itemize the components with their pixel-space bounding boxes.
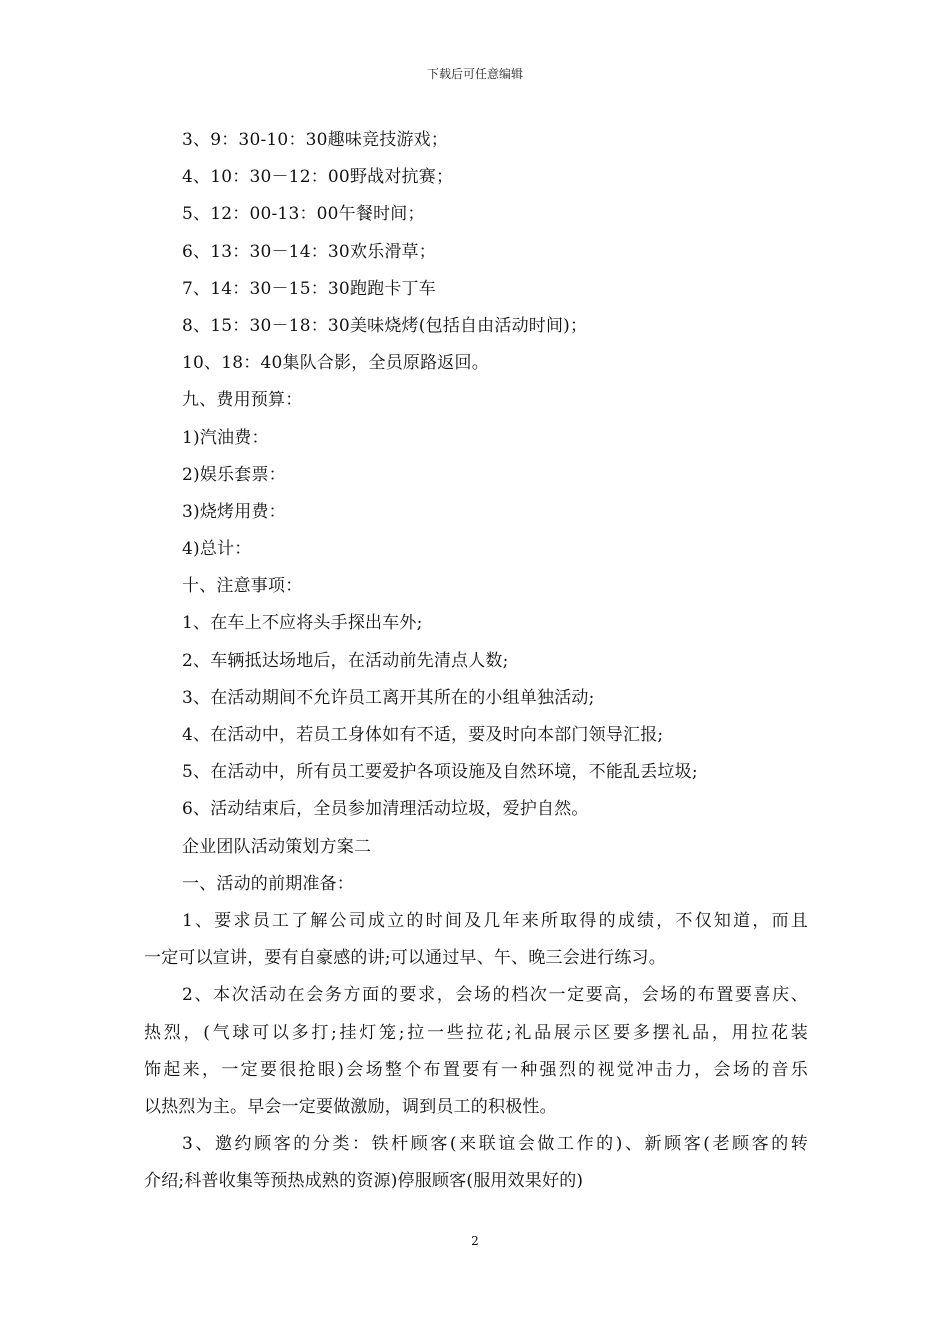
paragraph-line: 1、要求员工了解公司成立的时间及几年来所取得的成绩，不仅知道，而且 <box>182 910 808 931</box>
paragraph-line: 2、车辆抵达场地后，在活动前先清点人数; <box>182 650 509 671</box>
paragraph-line: 4、10：30－12：00野战对抗赛； <box>182 167 454 188</box>
paragraph-line: 2、本次活动在会务方面的要求，会场的档次一定要高，会场的布置要喜庆、 <box>182 985 808 1006</box>
paragraph-line: 1)汽油费： <box>182 427 269 448</box>
paragraph-line: 热烈，(气球可以多打;挂灯笼;拉一些拉花;礼品展示区要多摆礼品，用拉花装 <box>144 1022 808 1043</box>
paragraph-line: 10、18：40集队合影，全员原路返回。 <box>182 353 489 374</box>
section-heading: 九、费用预算： <box>182 390 303 411</box>
document-subtitle: 企业团队活动策划方案二 <box>182 836 372 857</box>
paragraph-line: 2)娱乐套票： <box>182 464 286 485</box>
paragraph-line: 3、在活动期间不允许员工离开其所在的小组单独活动; <box>182 687 595 708</box>
paragraph-line: 3、9：30-10：30趣味竞技游戏； <box>182 130 449 150</box>
paragraph-line: 6、活动结束后，全员参加清理活动垃圾，爱护自然。 <box>182 799 589 820</box>
paragraph-line: 4)总计： <box>182 539 252 560</box>
paragraph-line: 7、14：30－15：30跑跑卡丁车 <box>182 278 436 299</box>
page-number: 2 <box>471 1234 479 1248</box>
paragraph-line: 5、在活动中，所有员工要爱护各项设施及自然环境，不能乱丢垃圾; <box>182 762 698 783</box>
paragraph-line: 3、邀约顾客的分类：铁杆顾客(来联谊会做工作的)、新顾客(老顾客的转 <box>182 1134 808 1155</box>
section-heading: 一、活动的前期准备： <box>182 873 354 894</box>
paragraph-line: 1、在车上不应将头手探出车外; <box>182 613 423 634</box>
paragraph-line: 6、13：30－14：30欢乐滑草； <box>182 241 436 262</box>
paragraph-line: 4、在活动中，若员工身体如有不适，要及时向本部门领导汇报; <box>182 725 664 745</box>
section-heading: 十、注意事项： <box>182 576 303 597</box>
paragraph-line: 一定可以宣讲，要有自豪感的讲;可以通过早、午、晚三会进行练习。 <box>144 948 666 969</box>
paragraph-line: 3)烧烤用费： <box>182 501 286 522</box>
paragraph-line: 5、12：00-13：00午餐时间； <box>182 204 425 225</box>
paragraph-line: 介绍;科普收集等预热成熟的资源)停服顾客(服用效果好的) <box>144 1171 584 1192</box>
paragraph-line: 饰起来，一定要很抢眼)会场整个布置要有一种强烈的视觉冲击力，会场的音乐 <box>144 1059 808 1080</box>
paragraph-line: 8、15：30－18：30美味烧烤(包括自由活动时间)； <box>182 315 588 336</box>
paragraph-line: 以热烈为主。早会一定要做激励，调到员工的积极性。 <box>144 1096 557 1117</box>
page-header: 下载后可任意编辑 <box>426 67 523 81</box>
document-body <box>144 122 808 1200</box>
